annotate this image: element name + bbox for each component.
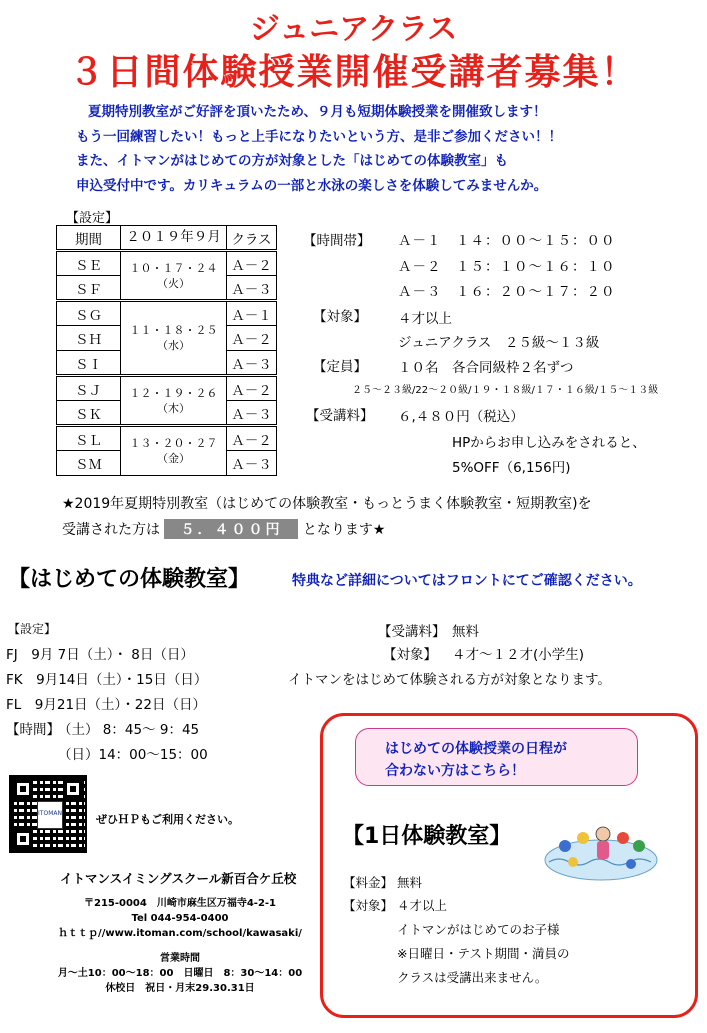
qr-finder [13,829,33,849]
capacity-value: １０名 各合同級枠２名ずつ [398,360,574,376]
notice-line-2 [62,519,385,539]
date-cell [121,376,227,426]
period-code: ＳＭ [57,451,121,476]
period-code: ＳＥ [57,251,121,276]
date-cell [121,301,227,376]
capacity-label: 【定員】 [313,359,367,375]
banner-line: はじめての体験授業の日程が [385,741,567,757]
first-target-note: イトマンをはじめて体験される方が対象となります。 [288,672,611,688]
first-fee: 無料 [452,624,479,640]
class-code: Ａ－２ [227,326,277,351]
period-code: ＳＨ [57,326,121,351]
discount-text: HPからお申し込みをされると、 [452,435,646,451]
table-row [57,251,277,276]
qr-caption: ぜひＨＰもご利用ください。 [96,813,239,826]
qr-finder [63,779,83,799]
time-sun: （日）14：00～15：00 [58,747,208,763]
table-row [57,376,277,401]
session-item: FK 9月14日（土）・15日（日） [6,672,208,688]
table-header: クラス [227,226,277,251]
school-address: 〒215-0004 川崎市麻生区万福寺4-2-1 [83,898,277,909]
table-row [57,426,277,451]
date-cell [121,251,227,301]
oneday-banner-text [385,738,567,782]
period-code: ＳＫ [57,401,121,426]
class-code: Ａ－３ [227,401,277,426]
school-tel: Tel 044-954-0400 [131,913,229,924]
time-slot: Ａ－３ １６：２０～１７：２０ [398,284,616,300]
logo-text: ITOMAN [38,810,62,817]
setting-label: 【設定】 [8,622,57,636]
intro-line: 申込受付中です。カリキュラムの一部と水泳の楽しさを体験してみませんか。 [76,177,548,194]
table-header: ２０１９年９月 [121,226,227,251]
intro-line: また、イトマンがはじめての方が対象とした「はじめての体験教室」も [76,153,508,169]
time-label: 【時間帯】 [303,233,371,249]
qr-finder [13,779,33,799]
notice-pre: 受講された方は [62,522,160,538]
time-label: 【時間】 [6,722,60,738]
hours-label: 営業時間 [160,953,200,964]
qr-code[interactable] [9,775,87,853]
dates: １２・１９・２６ [129,386,218,400]
intro-line: 夏期特別教室がご好評を頂いたため、９月も短期体験授業を開催致します！ [88,104,547,120]
oneday-target-label: 【対象】 [343,898,394,913]
oneday-exclusion-2: クラスは受講出来ません。 [397,970,548,985]
schedule-table [56,225,277,476]
fee-label: 【受講料】 [306,408,374,424]
schedule-label: 【設定】 [66,211,119,226]
class-code: Ａ－３ [227,276,277,301]
target-age: ４才以上 [398,311,452,327]
oneday-target: ４才以上 [397,898,448,913]
banner-line: 合わない方はこちら！ [385,763,525,779]
capacity-note: ２５～２３級/22～２０級/１９・１８級/１７・１６級/１５～１３級 [352,385,659,396]
page-title: ジュニアクラス [249,12,458,47]
dates: １１・１８・２５ [129,324,218,337]
page-headline: ３日間体験授業開催受講者募集！ [68,52,639,93]
closed-days: 休校日 祝日・月末29.30.31日 [105,983,255,994]
notice-line: ★2019年夏期特別教室（はじめての体験教室・もっとうまく体験教室・短期教室)を [62,496,592,512]
table-row [57,301,277,326]
school-name: イトマンスイミングスクール新百合ケ丘校 [60,871,297,886]
hours: 月～土10：00～18：00 日曜日 8：30～14：00 [57,968,303,979]
class-code: Ａ－１ [227,301,277,326]
weekday: （金） [157,452,190,465]
time-sat: （土） 8：45～ 9：45 [58,722,200,738]
oneday-fee: 無料 [397,875,423,890]
period-code: ＳＦ [57,276,121,301]
class-code: Ａ－２ [227,376,277,401]
section-note: 特典など詳細についてはフロントにてご確認ください。 [292,573,642,589]
oneday-heading: 【1日体験教室】 [342,824,512,849]
intro-line: もう一回練習したい！もっと上手になりたいという方、是非ご参加ください！！ [76,128,562,145]
time-slot: Ａ－１ １４：００～１５：００ [398,233,616,249]
school-logo-icon [37,801,63,829]
section-heading: 【はじめての体験教室】 [8,567,251,592]
discount-price: 5%OFF（6,156円) [452,460,571,476]
weekday: （木） [157,401,190,415]
oneday-fee-label: 【料金】 [343,875,394,890]
period-code: ＳＬ [57,426,121,451]
session-item: FL 9月21日（土）・22日（日） [6,697,206,713]
first-target: ４才～１２才(小学生) [452,647,585,663]
dates: １３・２０・２７ [129,437,218,450]
swimming-kids-illustration [543,812,659,884]
time-slot: Ａ－２ １５：１０～１６：１０ [398,259,616,275]
period-code: ＳＧ [57,301,121,326]
date-cell [121,426,227,476]
class-code: Ａ－３ [227,451,277,476]
first-target-label: 【対象】 [383,647,437,663]
target-level: ジュニアクラス ２５級～１３級 [398,335,600,351]
price-badge: ５．４００円 [164,519,298,539]
session-item: FJ 9月 7日（土）・ 8日（日） [6,647,194,663]
class-code: Ａ－２ [227,426,277,451]
notice-post: となります★ [302,522,386,538]
intro-text [76,100,562,198]
period-code: ＳＪ [57,376,121,401]
first-fee-label: 【受講料】 [378,624,446,640]
period-code: ＳＩ [57,351,121,376]
weekday: （火） [157,276,190,290]
class-code: Ａ－２ [227,251,277,276]
table-header: 期間 [57,226,121,251]
target-label: 【対象】 [313,309,367,325]
dates: １０・１７・２４ [129,261,218,275]
weekday: （水） [157,339,190,352]
oneday-target-desc: イトマンがはじめてのお子様 [397,922,560,937]
class-code: Ａ－３ [227,351,277,376]
fee-value: ６,４８０円（税込） [398,409,524,425]
school-url[interactable]: ｈｔｔｐ//www.itoman.com/school/kawasaki/ [58,928,302,939]
oneday-exclusion: ※日曜日・テスト期間・満員の [397,946,570,961]
